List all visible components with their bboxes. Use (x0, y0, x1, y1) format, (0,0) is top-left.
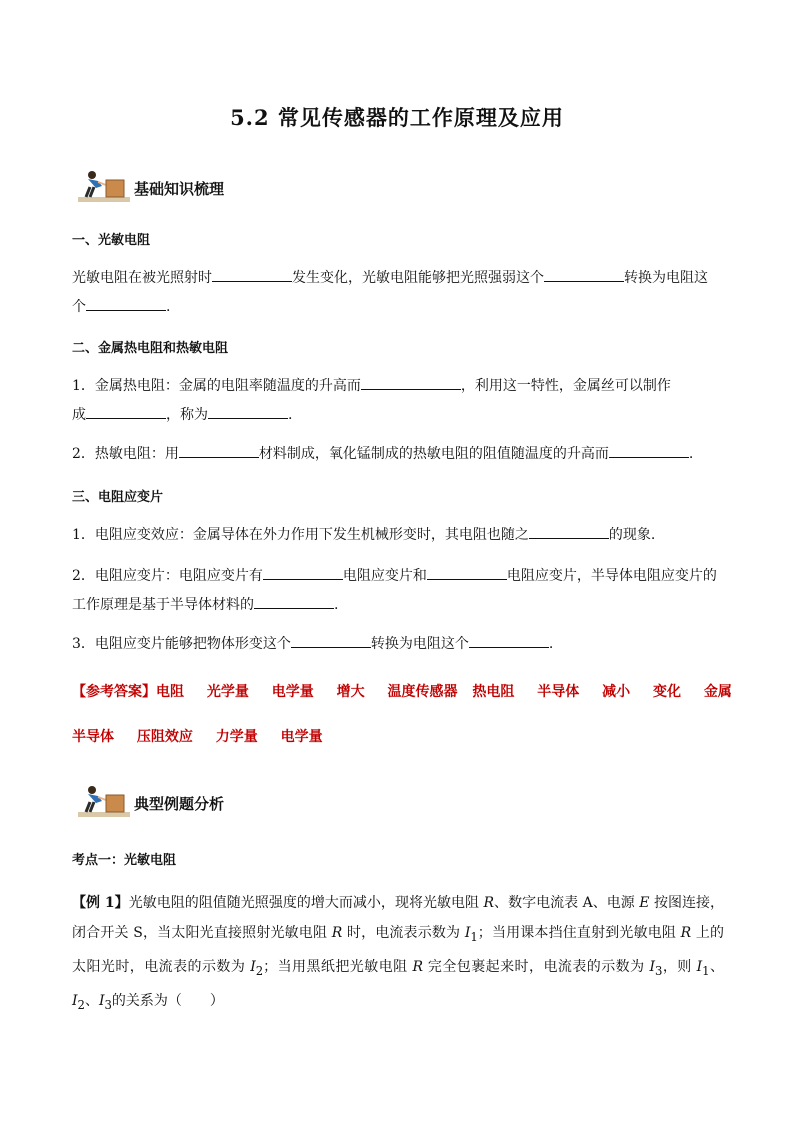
fill-blank[interactable] (427, 564, 507, 580)
answers-label: 【参考答案】 (72, 684, 156, 700)
paragraph: 光敏电阻在被光照射时 发生变化，光敏电阻能够把光照强弱这个 转换为电阻这 个 . (72, 264, 724, 322)
heading-photoresistor: 一、光敏电阻 (72, 233, 151, 248)
paragraph: 2．热敏电阻：用 材料制成，氧化锰制成的热敏电阻的阻值随温度的升高而 . (72, 440, 724, 469)
paragraph: 1．电阻应变效应：金属导体在外力作用下发生机械形变时，其电阻也随之 的现象. (72, 521, 724, 550)
paragraph: 1．金属热电阻：金属的电阻率随温度的升高而 ，利用这一特性，金属丝可以制作 成 ，称为 . (72, 372, 724, 430)
section-banner (78, 785, 338, 821)
fill-blank[interactable] (263, 564, 343, 580)
fill-blank[interactable] (86, 295, 166, 311)
heading-thermal-resistor: 二、金属热电阻和热敏电阻 (72, 341, 229, 356)
reference-answers: 【参考答案】电阻 光学量 电学量 增大 温度传感器 热电阻 半导体 减小 变化 金属 (72, 684, 732, 700)
fill-blank[interactable] (361, 374, 461, 390)
boy-pushing-box-icon (78, 785, 130, 819)
fill-blank[interactable] (179, 442, 259, 458)
banner-title: 基础知识梳理 (134, 180, 225, 198)
banner-title: 典型例题分析 (134, 795, 225, 813)
fill-blank[interactable] (529, 523, 609, 539)
fill-blank[interactable] (609, 442, 689, 458)
fill-blank[interactable] (291, 632, 371, 648)
fill-blank[interactable] (254, 593, 334, 609)
reference-answers-row2: 半导体 压阻效应 力学量 电学量 (72, 729, 323, 745)
section-banner (78, 170, 338, 206)
kaodian-heading: 考点一：光敏电阻 (72, 853, 177, 868)
fill-blank[interactable] (469, 632, 549, 648)
fill-blank[interactable] (86, 403, 166, 419)
fill-blank[interactable] (544, 266, 624, 282)
heading-strain-gauge: 三、电阻应变片 (72, 490, 164, 505)
boy-pushing-box-icon (78, 170, 130, 204)
page-title: 5.2 常见传感器的工作原理及应用 (230, 105, 564, 130)
fill-blank[interactable] (208, 403, 288, 419)
example-question: 【例 1】光敏电阻的阻值随光照强度的增大而减小，现将光敏电阻 R、数字电流表 A、电源 E 按图连接，闭合开关 S，当太阳光直接照射光敏电阻 R 时，电流表示数为 $I_1$；当用课本挡住直射到光敏电阻 R 上的太阳光时，电流表的示数为 $I_2$；当用黑纸把光敏电阻 R 完全包裹起来时，电流表的示数为 $I_3$，则 $I_1$、$I_2$、$I_3$的关系为（ ） (72, 895, 725, 1012)
paragraph: 2．电阻应变片：电阻应变片有 电阻应变片和 电阻应变片，半导体电阻应变片的 工作原理是基于半导体材料的 . (72, 562, 724, 620)
paragraph: 3．电阻应变片能够把物体形变这个 转换为电阻这个 . (72, 630, 724, 659)
fill-blank[interactable] (212, 266, 292, 282)
